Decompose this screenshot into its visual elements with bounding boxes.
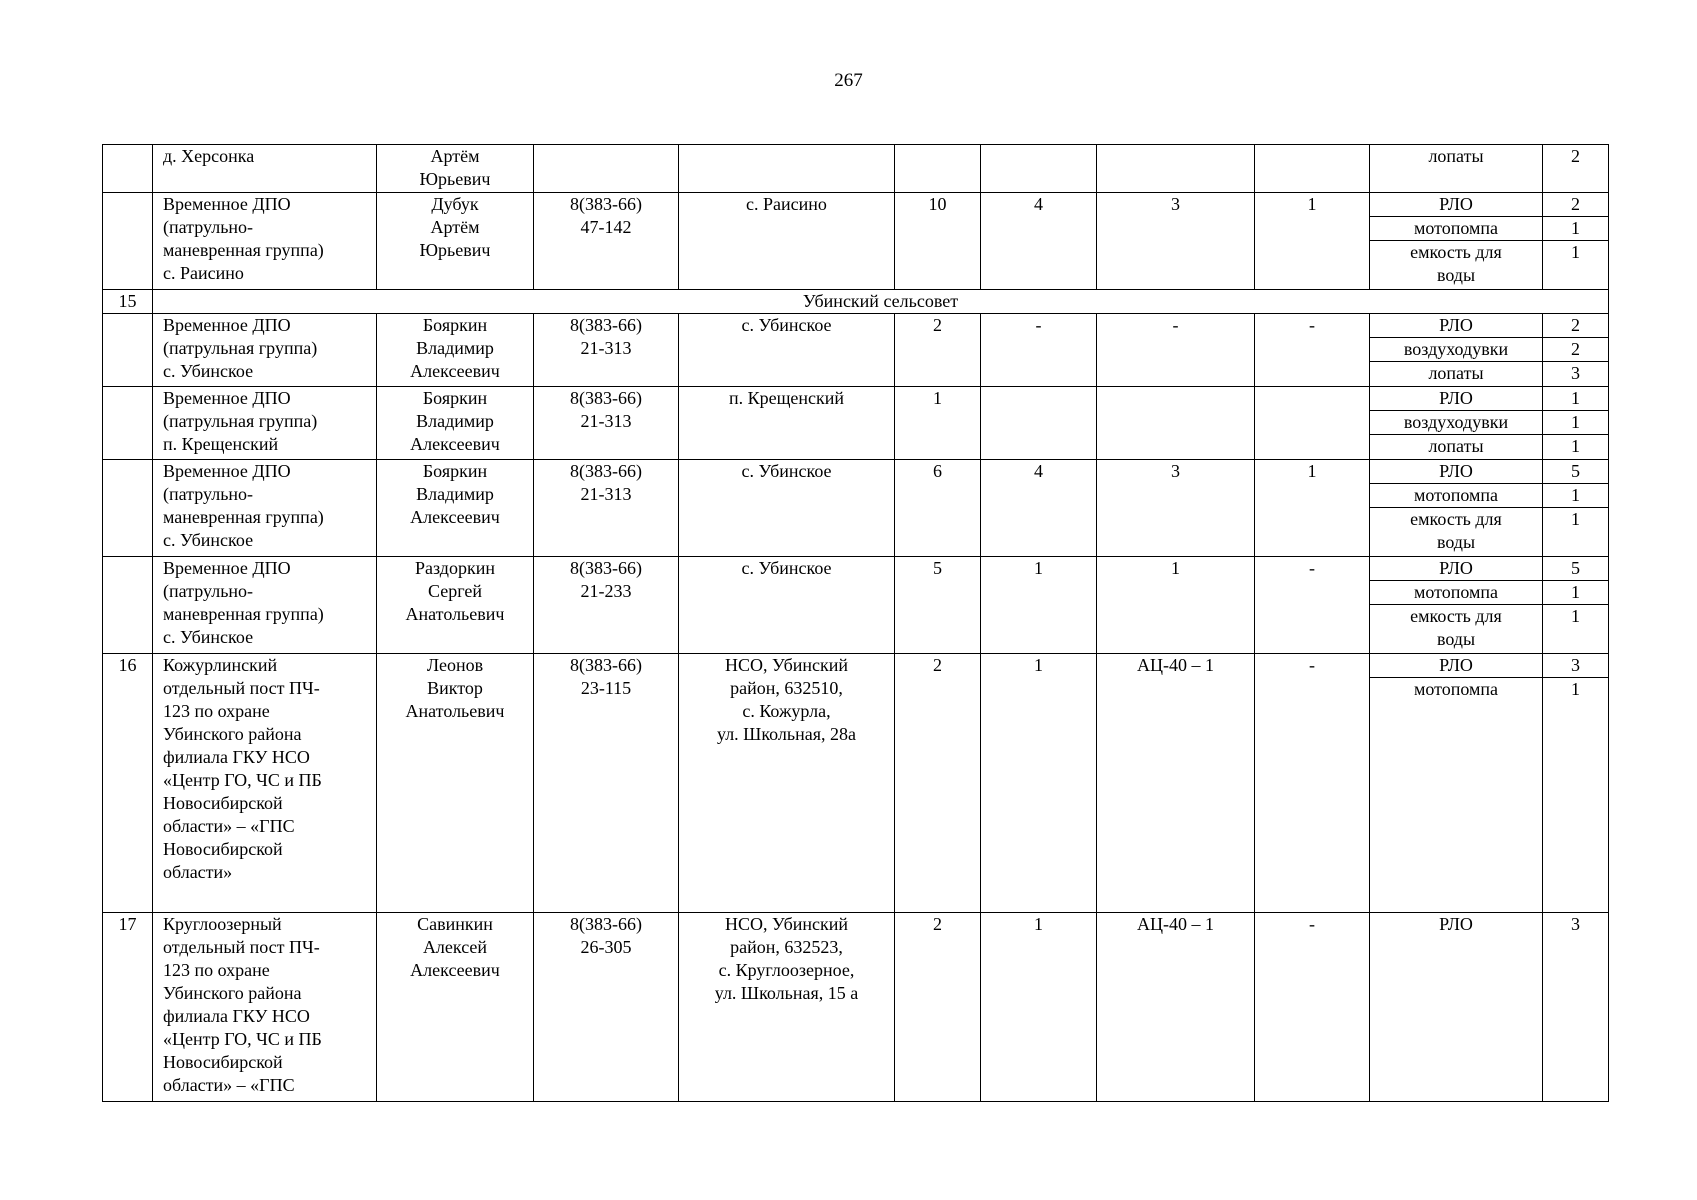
organization-text: Кожурлинский отдельный пост ПЧ- 123 по охране Убинского района филиала ГКУ НСО «Центр ГО, ЧС и ПБ Новосибирской области» – «ГПС Новосибирской области»: [163, 655, 322, 882]
col-5-value-text: 6: [933, 461, 942, 481]
phone: [534, 460, 679, 557]
table-row: [103, 654, 1609, 913]
equipment-names: [1370, 460, 1543, 557]
equipment-name: емкость для воды: [1370, 240, 1542, 287]
col-7-value: [1097, 314, 1255, 387]
col-6-value-text: 1: [1034, 914, 1043, 934]
organization: [153, 145, 377, 193]
col-6-value: [981, 913, 1097, 1102]
phone: [534, 193, 679, 290]
col-5-value-text: 1: [933, 388, 942, 408]
equipment-qty: 2: [1571, 194, 1580, 214]
row-number: [103, 314, 153, 387]
table-row: [103, 314, 1609, 387]
equipment-names: [1370, 913, 1543, 1102]
col-7-value: [1097, 460, 1255, 557]
organization: [153, 314, 377, 387]
col-7-value: [1097, 145, 1255, 193]
organization: [153, 557, 377, 654]
equipment-quantities: [1543, 314, 1609, 387]
table-row: [103, 557, 1609, 654]
equipment-qty-list: [1543, 314, 1608, 385]
head-person-text: Дубук Артём Юрьевич: [419, 194, 491, 260]
organization-text: Временное ДПО (патрульно- маневренная группа) с. Раисино: [163, 194, 324, 283]
equipment-name: мотопомпа: [1370, 580, 1542, 604]
phone-text: 8(383-66) 21-313: [570, 461, 642, 504]
equipment-qty-list: [1543, 654, 1608, 701]
col-5-value: [895, 193, 981, 290]
equipment-quantities: [1543, 193, 1609, 290]
equipment-qty: 2: [1543, 337, 1608, 361]
equipment-name-list: [1370, 654, 1542, 701]
col-6-value: [981, 654, 1097, 913]
col-6-value-text: 4: [1034, 194, 1043, 214]
col-8-value-text: 1: [1307, 461, 1317, 481]
equipment-qty-list: [1543, 387, 1608, 458]
equipment-qty: 1: [1543, 677, 1608, 701]
col-6-value: [981, 460, 1097, 557]
head-person-text: Раздоркин Сергей Анатольевич: [405, 558, 505, 624]
col-6-value: [981, 387, 1097, 460]
location-text: с. Убинское: [741, 315, 832, 335]
equipment-qty: 1: [1543, 410, 1608, 434]
organization: [153, 654, 377, 913]
organization-text: Временное ДПО (патрульно- маневренная группа) с. Убинское: [163, 558, 324, 647]
head-person: [377, 193, 534, 290]
phone-text: 8(383-66) 21-313: [570, 388, 642, 431]
fire-units-table: [102, 144, 1609, 1102]
col-8-value-text: -: [1309, 655, 1315, 675]
equipment-name: мотопомпа: [1370, 216, 1542, 240]
head-person: [377, 314, 534, 387]
col-6-value-text: 1: [1034, 558, 1043, 578]
equipment-names: [1370, 654, 1543, 913]
row-number: [103, 460, 153, 557]
equipment-qty: 3: [1571, 914, 1580, 934]
col-6-value-text: 4: [1034, 461, 1043, 481]
col-7-value-text: -: [1172, 315, 1179, 335]
equipment-qty: 3: [1571, 655, 1580, 675]
equipment-name-list: [1370, 193, 1542, 287]
equipment-name: РЛО: [1439, 194, 1473, 214]
equipment-qty-list: [1543, 557, 1608, 651]
equipment-quantities: [1543, 145, 1609, 193]
location-text: НСО, Убинский район, 632523, с. Круглоозерное, ул. Школьная, 15 а: [714, 914, 859, 1003]
row-number-text: 16: [118, 655, 137, 675]
equipment-qty: 5: [1571, 558, 1580, 578]
phone: [534, 145, 679, 193]
row-number: [103, 290, 153, 314]
col-5-value-text: 2: [933, 655, 942, 675]
equipment-name: мотопомпа: [1370, 677, 1542, 701]
phone-text: 8(383-66) 26-305: [570, 914, 642, 957]
section-title: [153, 290, 1609, 314]
equipment-name-list: [1370, 460, 1542, 554]
location: [679, 654, 895, 913]
col-5-value-text: 2: [933, 315, 942, 335]
head-person-text: Артём Юрьевич: [419, 146, 491, 189]
row-number-text: 15: [118, 291, 137, 311]
equipment-names: [1370, 557, 1543, 654]
organization: [153, 387, 377, 460]
equipment-qty: 1: [1543, 240, 1608, 287]
location-text: с. Раисино: [746, 194, 827, 214]
equipment-qty: 1: [1543, 580, 1608, 604]
equipment-name: лопаты: [1370, 434, 1542, 458]
col-5-value: [895, 145, 981, 193]
equipment-name: РЛО: [1439, 914, 1473, 934]
col-5-value-text: 5: [933, 558, 942, 578]
row-number: [103, 913, 153, 1102]
location-text: с. Убинское: [741, 558, 832, 578]
phone: [534, 557, 679, 654]
equipment-qty: 1: [1543, 483, 1608, 507]
col-5-value: [895, 913, 981, 1102]
col-5-value-text: 2: [933, 914, 942, 934]
organization-text: Временное ДПО (патрульная группа) п. Крещенский: [163, 388, 318, 454]
location: [679, 913, 895, 1102]
phone-text: 8(383-66) 47-142: [570, 194, 642, 237]
organization-text: Временное ДПО (патрульная группа) с. Убинское: [163, 315, 318, 381]
col-5-value: [895, 654, 981, 913]
col-7-value-text: 3: [1171, 194, 1180, 214]
col-6-value: [981, 314, 1097, 387]
equipment-name: лопаты: [1370, 361, 1542, 385]
phone: [534, 314, 679, 387]
equipment-name: лопаты: [1428, 146, 1484, 166]
phone: [534, 387, 679, 460]
equipment-names: [1370, 193, 1543, 290]
phone: [534, 913, 679, 1102]
equipment-qty: 1: [1543, 604, 1608, 651]
equipment-quantities: [1543, 557, 1609, 654]
head-person: [377, 460, 534, 557]
location-text: п. Крещенский: [728, 388, 845, 408]
row-number: [103, 557, 153, 654]
phone-text: 8(383-66) 23-115: [570, 655, 642, 698]
head-person-text: Бояркин Владимир Алексеевич: [410, 461, 500, 527]
organization-text: Круглоозерный отдельный пост ПЧ- 123 по охране Убинского района филиала ГКУ НСО «Центр ГО, ЧС и ПБ Новосибирской области» – «ГПС: [163, 914, 322, 1095]
col-8-value: [1255, 145, 1370, 193]
location: [679, 557, 895, 654]
col-6-value: [981, 557, 1097, 654]
col-7-value-text: АЦ-40 – 1: [1137, 655, 1214, 675]
table-row: [103, 913, 1609, 1102]
equipment-names: [1370, 314, 1543, 387]
equipment-names: [1370, 145, 1543, 193]
equipment-quantities: [1543, 913, 1609, 1102]
head-person: [377, 654, 534, 913]
col-8-value-text: -: [1309, 558, 1315, 578]
equipment-qty: 1: [1571, 388, 1580, 408]
col-6-value: [981, 145, 1097, 193]
col-7-value-text: АЦ-40 – 1: [1137, 914, 1214, 934]
col-6-value-text: -: [1035, 315, 1042, 335]
col-5-value-text: 10: [928, 194, 947, 214]
equipment-qty-list: [1543, 193, 1608, 287]
col-8-value: [1255, 654, 1370, 913]
col-8-value: [1255, 460, 1370, 557]
col-8-value: [1255, 193, 1370, 290]
location: [679, 314, 895, 387]
row-number: [103, 193, 153, 290]
organization-text: д. Херсонка: [163, 146, 255, 166]
equipment-name: воздуходувки: [1370, 410, 1542, 434]
col-7-value: [1097, 387, 1255, 460]
equipment-name: РЛО: [1439, 388, 1473, 408]
phone-text: 8(383-66) 21-233: [570, 558, 642, 601]
col-5-value: [895, 314, 981, 387]
equipment-name: РЛО: [1439, 558, 1473, 578]
equipment-name-list: [1370, 387, 1542, 458]
col-8-value-text: 1: [1307, 194, 1317, 214]
equipment-quantities: [1543, 387, 1609, 460]
col-8-value-text: -: [1309, 914, 1315, 934]
head-person: [377, 145, 534, 193]
equipment-name: воздуходувки: [1370, 337, 1542, 361]
organization: [153, 193, 377, 290]
col-6-value: [981, 193, 1097, 290]
location-text: НСО, Убинский район, 632510, с. Кожурла, ул. Школьная, 28а: [716, 655, 857, 744]
row-number: [103, 654, 153, 913]
equipment-name-list: [1370, 314, 1542, 385]
organization: [153, 460, 377, 557]
col-7-value-text: 3: [1171, 461, 1180, 481]
equipment-name: мотопомпа: [1370, 483, 1542, 507]
table-row: [103, 193, 1609, 290]
col-7-value: [1097, 193, 1255, 290]
col-8-value: [1255, 557, 1370, 654]
col-6-value-text: 1: [1034, 655, 1043, 675]
section-row: [103, 290, 1609, 314]
equipment-quantities: [1543, 654, 1609, 913]
head-person: [377, 913, 534, 1102]
col-7-value-text: 1: [1171, 558, 1180, 578]
location: [679, 387, 895, 460]
col-7-value: [1097, 557, 1255, 654]
head-person-text: Бояркин Владимир Алексеевич: [410, 388, 500, 454]
page-number: 267: [834, 70, 863, 91]
col-5-value: [895, 460, 981, 557]
equipment-qty-list: [1543, 913, 1608, 936]
row-number: [103, 145, 153, 193]
row-number-text: 17: [118, 914, 137, 934]
head-person-text: Леонов Виктор Анатольевич: [405, 655, 505, 721]
equipment-name: РЛО: [1439, 655, 1473, 675]
equipment-name-list: [1370, 145, 1542, 168]
phone-text: 8(383-66) 21-313: [570, 315, 642, 358]
section-title-text: Убинский сельсовет: [802, 291, 959, 311]
equipment-qty: 2: [1571, 146, 1580, 166]
head-person-text: Савинкин Алексей Алексеевич: [410, 914, 500, 980]
organization: [153, 913, 377, 1102]
equipment-qty-list: [1543, 145, 1608, 168]
col-7-value: [1097, 654, 1255, 913]
table-row: [103, 145, 1609, 193]
equipment-name: емкость для воды: [1370, 604, 1542, 651]
col-8-value: [1255, 314, 1370, 387]
equipment-names: [1370, 387, 1543, 460]
organization-text: Временное ДПО (патрульно- маневренная группа) с. Убинское: [163, 461, 324, 550]
equipment-name: РЛО: [1439, 315, 1473, 335]
col-8-value: [1255, 913, 1370, 1102]
equipment-name-list: [1370, 557, 1542, 651]
equipment-qty: 2: [1571, 315, 1580, 335]
location: [679, 460, 895, 557]
head-person: [377, 387, 534, 460]
row-number: [103, 387, 153, 460]
location: [679, 145, 895, 193]
head-person: [377, 557, 534, 654]
table-row: [103, 387, 1609, 460]
equipment-name: емкость для воды: [1370, 507, 1542, 554]
col-5-value: [895, 557, 981, 654]
col-8-value-text: -: [1309, 315, 1315, 335]
location: [679, 193, 895, 290]
equipment-qty: 3: [1543, 361, 1608, 385]
col-7-value: [1097, 913, 1255, 1102]
equipment-qty: 1: [1543, 216, 1608, 240]
equipment-qty-list: [1543, 460, 1608, 554]
equipment-name: РЛО: [1439, 461, 1473, 481]
equipment-name-list: [1370, 913, 1542, 936]
col-8-value: [1255, 387, 1370, 460]
equipment-quantities: [1543, 460, 1609, 557]
equipment-qty: 5: [1571, 461, 1580, 481]
equipment-qty: 1: [1543, 434, 1608, 458]
head-person-text: Бояркин Владимир Алексеевич: [410, 315, 500, 381]
phone: [534, 654, 679, 913]
location-text: с. Убинское: [741, 461, 832, 481]
equipment-qty: 1: [1543, 507, 1608, 554]
col-5-value: [895, 387, 981, 460]
table-row: [103, 460, 1609, 557]
